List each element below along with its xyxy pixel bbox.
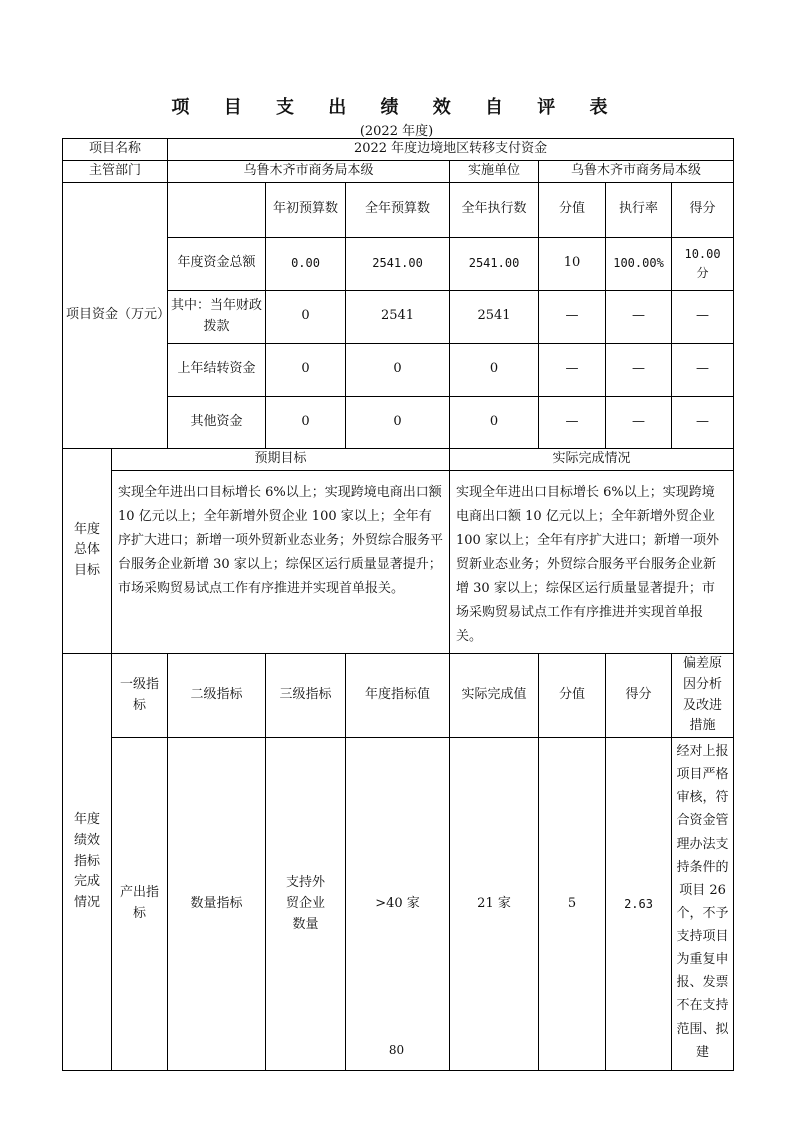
funds-cell: — — [672, 396, 734, 448]
funds-cell: 0 — [450, 343, 539, 396]
funds-cell: 2541 — [346, 290, 450, 343]
funds-cell: 0 — [266, 343, 346, 396]
indicator-header: 年度指标值 — [346, 653, 450, 737]
project-name-value: 2022 年度边境地区转移支付资金 — [168, 139, 734, 161]
goals-header-row — [63, 448, 734, 470]
funds-cell: 0 — [266, 290, 346, 343]
indicator-header: 分值 — [539, 653, 606, 737]
actual-result-text: 实现全年进出口目标增长 6%以上；实现跨境电商出口额 10 亿元以上；全年新增外贸企业 100 家以上；全年有序扩大进口；新增一项外贸新业态业务；外贸综合服务平台服务企业新增 30 家以上；综保区运行质量显著提升；市场采购贸易试点工作有序推进并实现首单报关。 — [450, 470, 734, 653]
indicator-header: 得分 — [606, 653, 672, 737]
unit-label: 实施单位 — [450, 160, 539, 182]
funds-cell: 100.00% — [606, 237, 672, 290]
actual-result-header: 实际完成情况 — [450, 448, 734, 470]
funds-header: 执行率 — [606, 182, 672, 237]
project-name-row — [63, 139, 734, 161]
indicator-weight: 5 — [539, 738, 606, 1071]
funds-header: 年初预算数 — [266, 182, 346, 237]
level1-indicator: 产出指标 — [112, 738, 168, 1071]
funds-row-label: 其他资金 — [168, 396, 266, 448]
project-name-label: 项目名称 — [63, 139, 168, 161]
deviation-note: 经对上报项目严格审核，符合资金管理办法支持条件的项目 26 个，不予支持项目为重复申报、发票不在支持范围、拟建 — [672, 738, 734, 1071]
page-title: 项 目 支 出 绩 效 自 评 表 — [171, 97, 622, 118]
indicator-row — [63, 738, 734, 1071]
funds-cell: — — [606, 290, 672, 343]
indicator-header: 偏差原因分析及改进措施 — [672, 653, 734, 737]
funds-cell: — — [606, 343, 672, 396]
funds-row-label: 上年结转资金 — [168, 343, 266, 396]
goals-text-row — [63, 470, 734, 653]
funds-cell: — — [539, 396, 606, 448]
year-subtitle: (2022 年度) — [359, 124, 434, 139]
funds-header: 全年预算数 — [346, 182, 450, 237]
annual-target: >40 家 — [346, 738, 450, 1071]
funds-cell: 0 — [450, 396, 539, 448]
indicator-header: 实际完成值 — [450, 653, 539, 737]
unit-value: 乌鲁木齐市商务局本级 — [539, 160, 734, 182]
indicator-score: 2.63 — [606, 738, 672, 1071]
funds-row-label: 其中：当年财政拨款 — [168, 290, 266, 343]
funds-cell: 2541 — [450, 290, 539, 343]
indicator-header: 一级指标 — [112, 653, 168, 737]
funds-cell: 2541.00 — [450, 237, 539, 290]
funds-cell: 0 — [346, 343, 450, 396]
dept-label: 主管部门 — [63, 160, 168, 182]
funds-header: 得分 — [672, 182, 734, 237]
funds-header-empty — [168, 182, 266, 237]
goals-section-label: 年度总体目标 — [63, 448, 112, 653]
actual-value: 21 家 — [450, 738, 539, 1071]
funds-row-label: 年度资金总额 — [168, 237, 266, 290]
funds-header: 分值 — [539, 182, 606, 237]
funds-header-row — [63, 182, 734, 237]
funds-cell: — — [672, 290, 734, 343]
funds-cell: 0.00 — [266, 237, 346, 290]
funds-cell: 10.00 分 — [672, 237, 734, 290]
funds-cell: — — [672, 343, 734, 396]
funds-cell: 0 — [266, 396, 346, 448]
indicator-header: 三级指标 — [266, 653, 346, 737]
indicator-header: 二级指标 — [168, 653, 266, 737]
funds-cell: — — [606, 396, 672, 448]
expected-goal-header: 预期目标 — [112, 448, 450, 470]
indicators-section-label: 年度绩效指标完成情况 — [63, 653, 112, 1070]
self-evaluation-table — [62, 138, 734, 1071]
funds-cell: 10 — [539, 237, 606, 290]
funds-section-label: 项目资金（万元） — [63, 182, 168, 448]
funds-cell: — — [539, 290, 606, 343]
level3-indicator: 支持外贸企业数量 — [266, 738, 346, 1071]
department-row — [63, 160, 734, 182]
funds-header: 全年执行数 — [450, 182, 539, 237]
page-number: 80 — [388, 1043, 405, 1057]
indicators-header-row — [63, 653, 734, 737]
funds-cell: — — [539, 343, 606, 396]
funds-cell: 0 — [346, 396, 450, 448]
level2-indicator: 数量指标 — [168, 738, 266, 1071]
funds-cell: 2541.00 — [346, 237, 450, 290]
expected-goal-text: 实现全年进出口目标增长 6%以上；实现跨境电商出口额 10 亿元以上；全年新增外贸企业 100 家以上；全年有序扩大进口；新增一项外贸新业态业务；外贸综合服务平台服务企业新增 30 家以上；综保区运行质量显著提升；市场采购贸易试点工作有序推进并实现首单报关。 — [112, 470, 450, 653]
dept-value: 乌鲁木齐市商务局本级 — [168, 160, 450, 182]
